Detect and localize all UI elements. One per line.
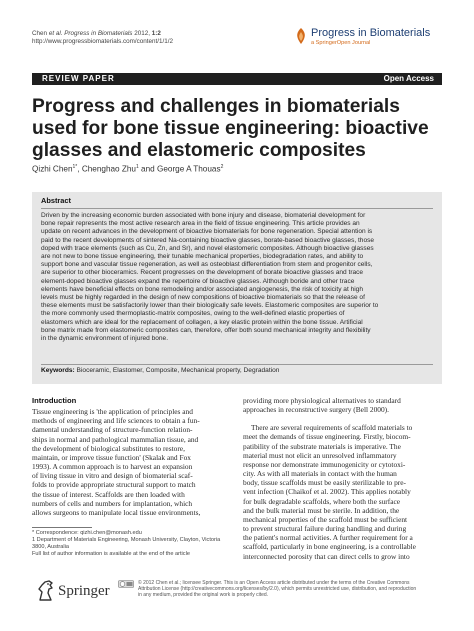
body-line: of living tissue in vitro and design of biomaterial scaf- (32, 471, 193, 481)
correspondence-line[interactable]: * Correspondence: qizhi.chen@monash.edu (32, 530, 142, 536)
abstract-line: support bone and vascular tissue regeneration, as well as osteoblast differentiation from stem and progenitor cells, (41, 261, 373, 269)
abstract-line: are not new to bone tissue engineering, their tunable mechanical properties, biodegradation rates, and ability to (41, 253, 364, 261)
abstract-box (32, 192, 442, 384)
section-heading-introduction: Introduction (32, 396, 77, 405)
body-line: There are several requirements of scaffold materials to (251, 423, 413, 433)
author-info-note: Full list of author information is available at the end of the article (32, 551, 190, 558)
author-list (32, 164, 223, 174)
body-line: the tissue of interest. Scaffolds are then loaded with (32, 489, 185, 499)
abstract-divider (41, 208, 433, 209)
citation (32, 30, 173, 46)
body-line: scaffold, particularly in bone engineering, is a controllable (243, 542, 416, 552)
body-line: and the bulk material must be sterile. In addition, the (243, 505, 400, 515)
license-notice (138, 580, 438, 598)
license-line: in any medium, provided the original work is properly cited. (138, 592, 269, 599)
abstract-line: are superior to other bioceramics. Recent progresses on the development of borate bioactive glasses and trace (41, 269, 364, 277)
abstract-line: Driven by the increasing economic burden associated with bone injury and disease, biomaterial development for (41, 212, 366, 219)
body-line: response nor demonstrate immunogenicity or cytotoxi- (243, 459, 406, 469)
body-line: the development of biological substitutes to restore, (32, 443, 185, 453)
body-line: methods of engineering and life sciences to obtain a fun- (32, 416, 200, 426)
keywords (41, 367, 279, 374)
article-title: Progress and challenges in biomaterials used for bone tissue engineering: bioactive glasses and elastomeric composites (32, 96, 429, 161)
citation-year: 2012, (132, 30, 152, 37)
body-line: ships in normal and pathological mammalian tissue, and (32, 434, 199, 444)
citation-journal: Progress in Biomaterials (62, 30, 133, 37)
body-line: damental understanding of structure-function relation- (32, 425, 193, 435)
author-affiliation-mark: 1 (135, 164, 139, 170)
keywords-divider (41, 364, 433, 365)
body-line: body, tissue scaffolds must be easily sterilizable to pre- (243, 478, 406, 488)
body-column-right (243, 396, 443, 561)
body-line: the patient's normal activities. A further requirement for a (243, 533, 413, 543)
citation-authors: Chen (32, 30, 49, 37)
abstract-line: bone repair represents the most active research area in the field of tissue engineering. This article provides an (41, 220, 360, 228)
creative-commons-icon (118, 580, 134, 588)
abstract-line: element-doped bioactive glasses expand the repertoire of bioactive glasses. Although boride and other trace (41, 277, 355, 285)
body-line: meet the demands of tissue engineering. Firstly, biocom- (243, 432, 411, 442)
body-line: numbers of cells and numbers for implantation, which (32, 498, 193, 508)
author-affiliation-mark: 2 (220, 164, 224, 170)
body-line: folds to provide appropriate structural support to match (32, 480, 196, 490)
abstract-line: update on recent advances in the development of bioactive biomaterials for bone regeneration. Special attention is (41, 228, 373, 236)
abstract-line: doped with trace elements (such as Cu, Zn, and Sr), and novel elastomeric composites. Although bioactive glasses (41, 244, 374, 252)
journal-subtitle: a SpringerOpen Journal (311, 40, 371, 46)
abstract-heading: Abstract (41, 196, 71, 205)
body-line: maintain, or improve tissue function' (Skalak and Fox (32, 452, 191, 462)
citation-issue: 1:2 (151, 30, 161, 37)
footnotes (32, 530, 232, 558)
body-line: Tissue engineering is 'the application of principles and (32, 407, 193, 417)
article-type: REVIEW PAPER (42, 74, 115, 83)
abstract-line: elements have beneficial effects on bone remodeling and/or associated angiogenesis, the risk of toxicity at high (41, 285, 363, 293)
citation-url[interactable]: http://www.progressbiomaterials.com/content/1/1/2 (32, 38, 174, 45)
footnote-divider (32, 527, 92, 528)
body-line: vent infection (Chaikof et al. 2002). This applies notably (243, 487, 411, 497)
body-line: to prevent structural failure during handling and during (243, 524, 407, 534)
abstract-line: bone matrix made from elastomeric composites can, therefore, offer both sound mechanical integrity and flexibility (41, 326, 371, 334)
body-line: 1993). A common approach is to harvest an expansion (32, 462, 193, 472)
citation-et-al: et al. (48, 30, 63, 37)
body-line: mechanical properties of the scaffold must be sufficient (243, 514, 408, 524)
author-name[interactable]: Qizhi Chen (32, 164, 73, 174)
journal-logo-icon (294, 28, 308, 44)
license-line: © 2012 Chen et al.; licensee Springer. This is an Open Access article distributed under the terms of the Creative Commons (138, 580, 410, 586)
body-line: providing more physiological alternatives to standard (243, 396, 401, 405)
springer-horse-icon (36, 580, 56, 602)
article-type-bar (32, 73, 442, 85)
citation-line-1 (32, 30, 173, 38)
author-name[interactable]: Chenghao Zhu (81, 164, 136, 174)
body-line: interconnected porosity that can direct cells to grow into (243, 551, 410, 561)
author-affiliation-mark: 1* (72, 164, 78, 170)
journal-brand[interactable] (286, 27, 446, 49)
abstract-line: these elements must be satisfactorily lower than their biologically safe levels. Elastomeric composites are superior to (41, 302, 379, 310)
author-separator: and (138, 164, 157, 174)
keywords-label: Keywords: (41, 367, 75, 374)
author-name[interactable]: George A Thouas (156, 164, 221, 174)
body-line: approaches in reconstructive surgery (Bell 2000). (243, 405, 389, 415)
body-line: allows surgeons to manipulate local tissue environments, (32, 507, 201, 517)
abstract-line: levels must be highly regarded in the design of new compositions of bioactive biomaterials so that the release of (41, 294, 365, 302)
affiliation-line: 1 Department of Materials Engineering, Monash University, Clayton, Victoria (32, 537, 221, 544)
springer-logo[interactable] (36, 580, 126, 604)
abstract-line: in the dynamic environment of injured bone. (41, 335, 169, 343)
keywords-list: Bioceramic, Elastomer, Composite, Mechanical property, Degradation (74, 367, 280, 374)
springer-wordmark: Springer (58, 583, 110, 599)
body-column-left (32, 396, 232, 517)
body-line: patibility of the substrate materials is imperative. The (243, 441, 401, 451)
abstract-line: elastomers which are ideal for the replacement of collagen, a key elastic protein within the bone tissue. Artificial (41, 318, 363, 326)
journal-name: Progress in Biomaterials (311, 27, 431, 39)
license-line: Attribution License (http://creativecommons.org/licenses/by/2.0), which permits unrestricted use, distribution, and reproduction (138, 586, 417, 593)
affiliation-line: 3800, Australia (32, 544, 70, 551)
author-separator: , (77, 164, 82, 174)
body-line: material must not elicit an unresolved inflammatory (243, 450, 397, 460)
abstract-body (41, 212, 431, 343)
open-access-label: Open Access (383, 74, 434, 83)
abstract-line: the more commonly used thermoplastic-matrix composites, owing to the well-defined elastic properties of (41, 310, 345, 318)
body-line: for bulk degradable scaffolds, where both the surface (243, 496, 401, 506)
body-line: city. As with all materials in contact with the human (243, 469, 397, 479)
abstract-line: paid to the recent developments of sintered Na-containing bioactive glasses, borate-based bioactive glasses, those (41, 236, 374, 244)
